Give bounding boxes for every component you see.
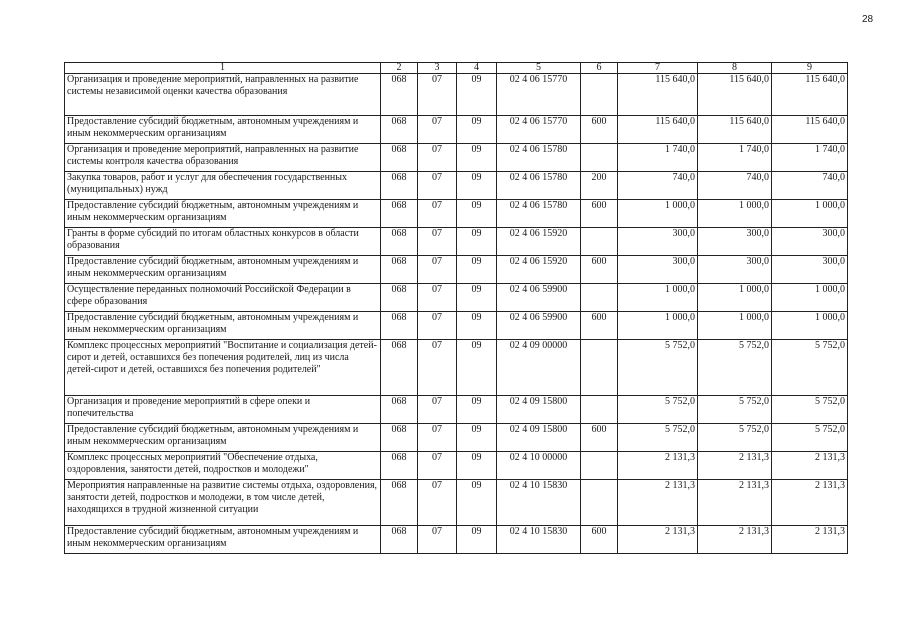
- item-name: Гранты в форме субсидий по итогам областных конкурсов в области образования: [65, 228, 381, 256]
- ministry-code: 068: [381, 200, 418, 228]
- table-row: [65, 256, 848, 284]
- amount-year-3: 2 131,3: [772, 480, 848, 526]
- amount-year-2: 115 640,0: [698, 116, 772, 144]
- ministry-code: 068: [381, 526, 418, 554]
- target-article-code: 02 4 06 15770: [497, 74, 581, 116]
- column-number: 8: [698, 63, 772, 74]
- amount-year-3: 115 640,0: [772, 74, 848, 116]
- section-code: 07: [418, 228, 457, 256]
- subsection-code: 09: [457, 172, 497, 200]
- target-article-code: 02 4 06 15780: [497, 200, 581, 228]
- column-number: 9: [772, 63, 848, 74]
- amount-year-1: 300,0: [618, 256, 698, 284]
- subsection-code: 09: [457, 424, 497, 452]
- section-code: 07: [418, 424, 457, 452]
- section-code: 07: [418, 200, 457, 228]
- item-name: Мероприятия направленные на развитие системы отдыха, оздоровления, занятости детей, подростков и молодежи, в том числе детей, находящихся в трудной жизненной ситуации: [65, 480, 381, 526]
- section-code: 07: [418, 172, 457, 200]
- subsection-code: 09: [457, 526, 497, 554]
- target-article-code: 02 4 06 15780: [497, 144, 581, 172]
- column-number: 3: [418, 63, 457, 74]
- amount-year-3: 5 752,0: [772, 424, 848, 452]
- ministry-code: 068: [381, 452, 418, 480]
- target-article-code: 02 4 06 15780: [497, 172, 581, 200]
- amount-year-3: 1 000,0: [772, 284, 848, 312]
- amount-year-3: 5 752,0: [772, 396, 848, 424]
- table-row: [65, 452, 848, 480]
- table-row: [65, 74, 848, 116]
- section-code: 07: [418, 116, 457, 144]
- expense-type-code: [581, 228, 618, 256]
- amount-year-1: 5 752,0: [618, 340, 698, 396]
- subsection-code: 09: [457, 480, 497, 526]
- amount-year-3: 740,0: [772, 172, 848, 200]
- amount-year-2: 5 752,0: [698, 340, 772, 396]
- item-name: Организация и проведение мероприятий в сфере опеки и попечительства: [65, 396, 381, 424]
- amount-year-2: 300,0: [698, 256, 772, 284]
- subsection-code: 09: [457, 284, 497, 312]
- table-row: [65, 480, 848, 526]
- subsection-code: 09: [457, 200, 497, 228]
- amount-year-2: 2 131,3: [698, 480, 772, 526]
- ministry-code: 068: [381, 228, 418, 256]
- expense-type-code: [581, 396, 618, 424]
- amount-year-3: 2 131,3: [772, 452, 848, 480]
- table-row: [65, 526, 848, 554]
- amount-year-1: 2 131,3: [618, 526, 698, 554]
- ministry-code: 068: [381, 340, 418, 396]
- amount-year-3: 115 640,0: [772, 116, 848, 144]
- amount-year-2: 740,0: [698, 172, 772, 200]
- item-name: Комплекс процессных мероприятий "Обеспечение отдыха, оздоровления, занятости детей, подростков и молодежи": [65, 452, 381, 480]
- column-number: 1: [65, 63, 381, 74]
- amount-year-3: 1 740,0: [772, 144, 848, 172]
- amount-year-2: 1 000,0: [698, 200, 772, 228]
- amount-year-1: 1 000,0: [618, 200, 698, 228]
- item-name: Предоставление субсидий бюджетным, автономным учреждениям и иным некоммерческим организациям: [65, 424, 381, 452]
- item-name: Организация и проведение мероприятий, направленных на развитие системы независимой оценки качества образования: [65, 74, 381, 116]
- item-name: Предоставление субсидий бюджетным, автономным учреждениям и иным некоммерческим организациям: [65, 116, 381, 144]
- table-row: [65, 116, 848, 144]
- subsection-code: 09: [457, 74, 497, 116]
- section-code: 07: [418, 452, 457, 480]
- amount-year-1: 2 131,3: [618, 452, 698, 480]
- target-article-code: 02 4 06 15920: [497, 256, 581, 284]
- amount-year-3: 5 752,0: [772, 340, 848, 396]
- ministry-code: 068: [381, 74, 418, 116]
- ministry-code: 068: [381, 312, 418, 340]
- target-article-code: 02 4 10 00000: [497, 452, 581, 480]
- ministry-code: 068: [381, 256, 418, 284]
- subsection-code: 09: [457, 144, 497, 172]
- column-number-row: [65, 63, 848, 74]
- page-number: 28: [862, 14, 874, 25]
- item-name: Комплекс процессных мероприятий "Воспитание и социализация детей-сирот и детей, оставшихся без попечения родителей, лиц из числа детей-сирот и детей, оставшихся без попечения родителей": [65, 340, 381, 396]
- amount-year-2: 1 000,0: [698, 284, 772, 312]
- subsection-code: 09: [457, 312, 497, 340]
- table-row: [65, 228, 848, 256]
- table-row: [65, 340, 848, 396]
- column-number: 7: [618, 63, 698, 74]
- expense-type-code: [581, 452, 618, 480]
- table-row: [65, 172, 848, 200]
- amount-year-1: 115 640,0: [618, 116, 698, 144]
- expense-type-code: [581, 480, 618, 526]
- amount-year-2: 115 640,0: [698, 74, 772, 116]
- ministry-code: 068: [381, 424, 418, 452]
- expense-type-code: [581, 340, 618, 396]
- expense-type-code: 200: [581, 172, 618, 200]
- target-article-code: 02 4 06 59900: [497, 312, 581, 340]
- amount-year-3: 300,0: [772, 228, 848, 256]
- subsection-code: 09: [457, 256, 497, 284]
- amount-year-1: 2 131,3: [618, 480, 698, 526]
- expense-type-code: 600: [581, 312, 618, 340]
- ministry-code: 068: [381, 396, 418, 424]
- amount-year-2: 1 740,0: [698, 144, 772, 172]
- expense-type-code: [581, 74, 618, 116]
- section-code: 07: [418, 312, 457, 340]
- section-code: 07: [418, 256, 457, 284]
- section-code: 07: [418, 526, 457, 554]
- section-code: 07: [418, 144, 457, 172]
- amount-year-1: 300,0: [618, 228, 698, 256]
- table-row: [65, 424, 848, 452]
- item-name: Предоставление субсидий бюджетным, автономным учреждениям и иным некоммерческим организациям: [65, 256, 381, 284]
- amount-year-3: 1 000,0: [772, 312, 848, 340]
- amount-year-2: 5 752,0: [698, 396, 772, 424]
- ministry-code: 068: [381, 172, 418, 200]
- section-code: 07: [418, 480, 457, 526]
- ministry-code: 068: [381, 116, 418, 144]
- item-name: Предоставление субсидий бюджетным, автономным учреждениям и иным некоммерческим организациям: [65, 526, 381, 554]
- table-row: [65, 144, 848, 172]
- amount-year-2: 1 000,0: [698, 312, 772, 340]
- expense-type-code: 600: [581, 526, 618, 554]
- expense-type-code: 600: [581, 424, 618, 452]
- target-article-code: 02 4 09 15800: [497, 396, 581, 424]
- item-name: Осуществление переданных полномочий Российской Федерации в сфере образования: [65, 284, 381, 312]
- item-name: Предоставление субсидий бюджетным, автономным учреждениям и иным некоммерческим организациям: [65, 312, 381, 340]
- column-number: 6: [581, 63, 618, 74]
- table-row: [65, 312, 848, 340]
- target-article-code: 02 4 10 15830: [497, 526, 581, 554]
- subsection-code: 09: [457, 396, 497, 424]
- section-code: 07: [418, 340, 457, 396]
- amount-year-2: 2 131,3: [698, 452, 772, 480]
- expense-type-code: 600: [581, 256, 618, 284]
- amount-year-2: 300,0: [698, 228, 772, 256]
- column-number: 5: [497, 63, 581, 74]
- item-name: Закупка товаров, работ и услуг для обеспечения государственных (муниципальных) нужд: [65, 172, 381, 200]
- amount-year-1: 1 000,0: [618, 312, 698, 340]
- table-row: [65, 396, 848, 424]
- section-code: 07: [418, 74, 457, 116]
- amount-year-1: 5 752,0: [618, 424, 698, 452]
- amount-year-2: 5 752,0: [698, 424, 772, 452]
- expense-type-code: [581, 144, 618, 172]
- subsection-code: 09: [457, 340, 497, 396]
- subsection-code: 09: [457, 116, 497, 144]
- amount-year-1: 740,0: [618, 172, 698, 200]
- table-row: [65, 200, 848, 228]
- amount-year-3: 300,0: [772, 256, 848, 284]
- ministry-code: 068: [381, 284, 418, 312]
- amount-year-1: 5 752,0: [618, 396, 698, 424]
- expense-type-code: [581, 284, 618, 312]
- section-code: 07: [418, 284, 457, 312]
- ministry-code: 068: [381, 480, 418, 526]
- target-article-code: 02 4 06 59900: [497, 284, 581, 312]
- amount-year-3: 1 000,0: [772, 200, 848, 228]
- amount-year-1: 1 000,0: [618, 284, 698, 312]
- amount-year-1: 1 740,0: [618, 144, 698, 172]
- expense-type-code: 600: [581, 200, 618, 228]
- ministry-code: 068: [381, 144, 418, 172]
- item-name: Организация и проведение мероприятий, направленных на развитие системы контроля качества образования: [65, 144, 381, 172]
- expense-type-code: 600: [581, 116, 618, 144]
- section-code: 07: [418, 396, 457, 424]
- column-number: 2: [381, 63, 418, 74]
- amount-year-1: 115 640,0: [618, 74, 698, 116]
- item-name: Предоставление субсидий бюджетным, автономным учреждениям и иным некоммерческим организациям: [65, 200, 381, 228]
- amount-year-3: 2 131,3: [772, 526, 848, 554]
- subsection-code: 09: [457, 452, 497, 480]
- target-article-code: 02 4 06 15770: [497, 116, 581, 144]
- subsection-code: 09: [457, 228, 497, 256]
- target-article-code: 02 4 06 15920: [497, 228, 581, 256]
- target-article-code: 02 4 10 15830: [497, 480, 581, 526]
- budget-table: [64, 62, 848, 554]
- table-row: [65, 284, 848, 312]
- target-article-code: 02 4 09 15800: [497, 424, 581, 452]
- column-number: 4: [457, 63, 497, 74]
- target-article-code: 02 4 09 00000: [497, 340, 581, 396]
- amount-year-2: 2 131,3: [698, 526, 772, 554]
